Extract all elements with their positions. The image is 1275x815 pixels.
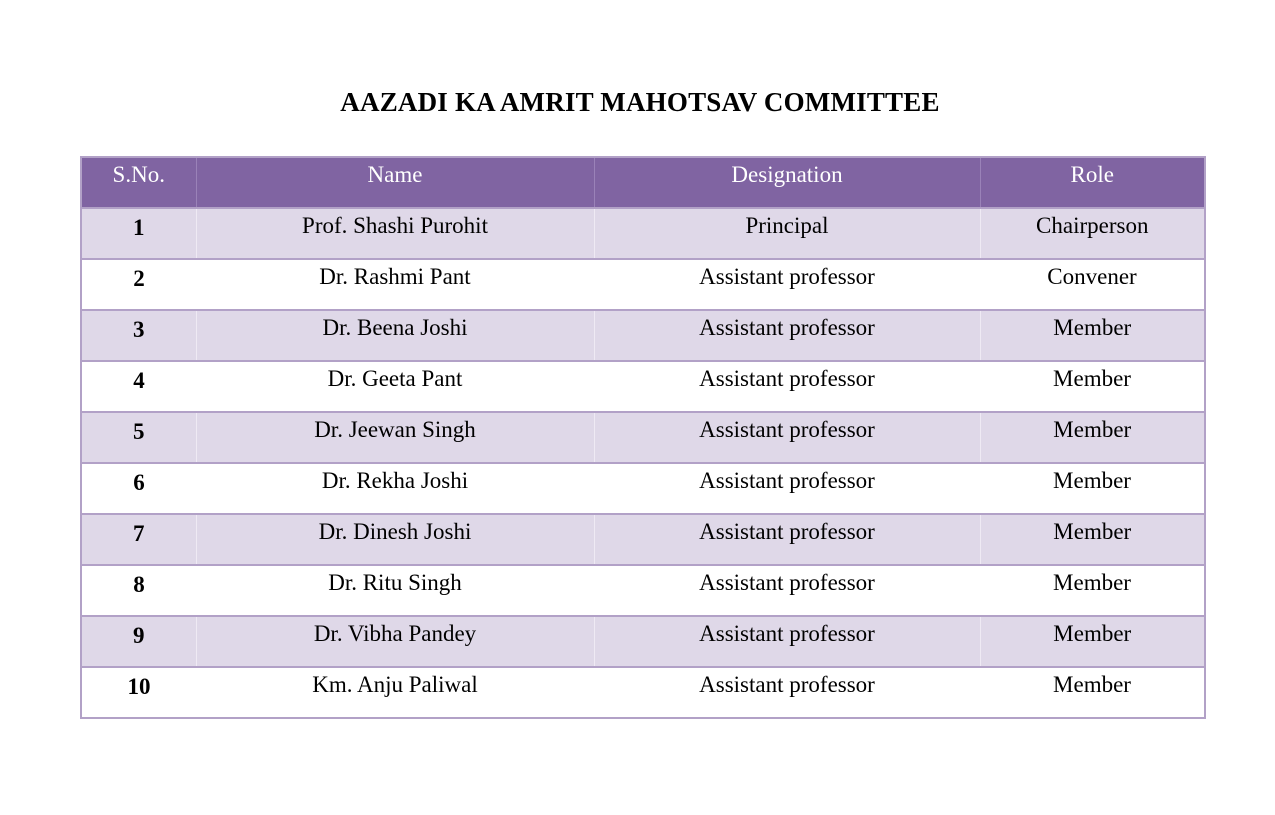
cell-name: Dr. Geeta Pant [196, 361, 594, 412]
column-header-sno: S.No. [81, 157, 196, 208]
cell-designation: Assistant professor [594, 463, 980, 514]
cell-sno: 3 [81, 310, 196, 361]
cell-role: Member [980, 514, 1205, 565]
committee-table [80, 156, 1206, 719]
table-row [81, 259, 1205, 310]
cell-sno: 1 [81, 208, 196, 259]
cell-role: Member [980, 310, 1205, 361]
cell-role: Member [980, 412, 1205, 463]
table-row [81, 616, 1205, 667]
cell-role: Member [980, 463, 1205, 514]
cell-designation: Assistant professor [594, 616, 980, 667]
cell-name: Dr. Beena Joshi [196, 310, 594, 361]
column-header-designation: Designation [594, 157, 980, 208]
column-header-role: Role [980, 157, 1205, 208]
cell-role: Member [980, 361, 1205, 412]
cell-name: Dr. Vibha Pandey [196, 616, 594, 667]
table-row [81, 208, 1205, 259]
page-title: AAZADI KA AMRIT MAHOTSAV COMMITTEE [340, 87, 940, 118]
cell-name: Dr. Rashmi Pant [196, 259, 594, 310]
cell-designation: Assistant professor [594, 310, 980, 361]
cell-sno: 6 [81, 463, 196, 514]
table-row [81, 412, 1205, 463]
cell-sno: 2 [81, 259, 196, 310]
table-row [81, 310, 1205, 361]
cell-name: Dr. Ritu Singh [196, 565, 594, 616]
cell-sno: 9 [81, 616, 196, 667]
cell-sno: 8 [81, 565, 196, 616]
cell-designation: Assistant professor [594, 667, 980, 718]
table-row [81, 514, 1205, 565]
cell-name: Km. Anju Paliwal [196, 667, 594, 718]
table-body [81, 208, 1205, 718]
cell-name: Dr. Rekha Joshi [196, 463, 594, 514]
cell-name: Dr. Dinesh Joshi [196, 514, 594, 565]
cell-name: Dr. Jeewan Singh [196, 412, 594, 463]
cell-role: Convener [980, 259, 1205, 310]
cell-role: Chairperson [980, 208, 1205, 259]
cell-designation: Assistant professor [594, 565, 980, 616]
cell-designation: Assistant professor [594, 259, 980, 310]
table-row [81, 565, 1205, 616]
cell-role: Member [980, 616, 1205, 667]
header-row [81, 157, 1205, 208]
table-row [81, 667, 1205, 718]
table-row [81, 463, 1205, 514]
cell-designation: Assistant professor [594, 412, 980, 463]
cell-sno: 4 [81, 361, 196, 412]
column-header-name: Name [196, 157, 594, 208]
cell-sno: 5 [81, 412, 196, 463]
cell-name: Prof. Shashi Purohit [196, 208, 594, 259]
cell-designation: Assistant professor [594, 514, 980, 565]
cell-role: Member [980, 565, 1205, 616]
cell-sno: 10 [81, 667, 196, 718]
cell-designation: Assistant professor [594, 361, 980, 412]
table-row [81, 361, 1205, 412]
cell-sno: 7 [81, 514, 196, 565]
cell-role: Member [980, 667, 1205, 718]
table-header [81, 157, 1205, 208]
cell-designation: Principal [594, 208, 980, 259]
